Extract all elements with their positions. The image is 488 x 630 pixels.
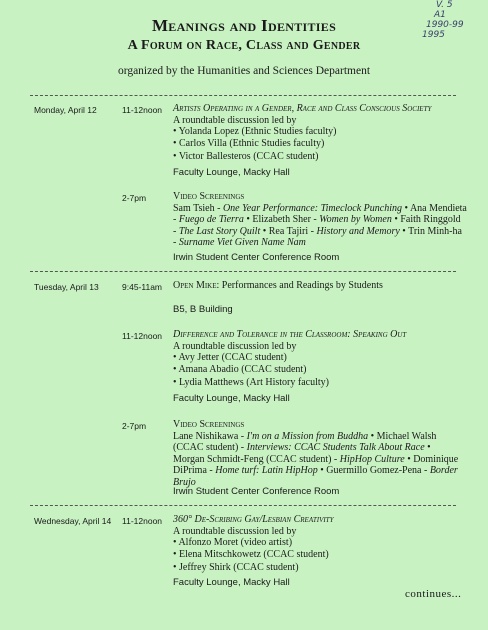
text-run: • Trin Minh-ha [399, 225, 462, 237]
video-line [173, 214, 465, 226]
event-location: B5, B Building [173, 304, 233, 315]
event-day: Tuesday, April 13 [34, 282, 99, 292]
text-run: • Guermillo Gomez-Pena - [317, 465, 430, 476]
event-intro: A roundtable discussion led by [173, 525, 297, 537]
text-run: • Faith Ringgold [391, 214, 461, 225]
event-details [173, 280, 465, 292]
text-run: (CCAC student) - [173, 442, 247, 453]
text-run: • [424, 442, 431, 453]
section-divider [30, 95, 456, 96]
video-title: Brujo [173, 476, 196, 488]
event-location: Irwin Student Center Conference Room [173, 486, 340, 497]
video-line [173, 442, 465, 454]
event-person: • Victor Ballesteros (CCAC student) [173, 151, 319, 162]
video-line [173, 431, 465, 443]
handwritten-line: 1995 [422, 30, 445, 40]
video-title: HipHop Culture [339, 453, 405, 465]
video-title: - The Last Story Quilt [173, 225, 261, 237]
text-run: • Ana Mendieta [402, 202, 467, 214]
text-run: • Rea Tajiri - [260, 225, 317, 237]
handwritten-line: 1990-99 [426, 20, 464, 30]
event-person: • Yolanda Lopez (Ethnic Studies faculty) [173, 126, 337, 137]
event-title: Artists Operating in a Gender, Race and Class Conscious Society [173, 103, 432, 114]
text-run: • Elizabeth Sher - [243, 214, 320, 225]
event-day: Monday, April 12 [34, 105, 97, 115]
text-run: • Dominique [404, 453, 459, 465]
event-details [173, 419, 465, 488]
video-title: Interviews: CCAC Students Talk About Race [246, 442, 425, 453]
event-person: • Alfonzo Moret (video artist) [173, 537, 293, 548]
video-line [173, 203, 465, 215]
event-location: Irwin Student Center Conference Room [173, 252, 340, 263]
event-person: • Avy Jetter (CCAC student) [173, 352, 287, 363]
text-run: • Michael Walsh [368, 430, 437, 442]
event-intro: A roundtable discussion led by [173, 114, 297, 126]
event-person: • Jeffrey Shirk (CCAC student) [173, 562, 299, 573]
video-title: Border [429, 465, 458, 476]
video-line [173, 237, 465, 249]
event-details [173, 103, 465, 163]
event-details [173, 514, 465, 574]
video-line [173, 454, 465, 466]
video-title: I'm on a Mission from Buddha [246, 430, 369, 442]
text-run: Lane Nishikawa - [173, 430, 247, 442]
event-details [173, 191, 465, 249]
event-person: • Lydia Matthews (Art History faculty) [173, 377, 329, 388]
event-title: Video Screenings [173, 191, 245, 202]
video-line [173, 226, 465, 238]
text-run: Morgan Schmidt-Feng (CCAC student) - [173, 453, 340, 465]
event-day: Wednesday, April 14 [34, 516, 112, 526]
page-title: Meanings and Identities [151, 16, 337, 35]
video-title: One Year Performance: Timeclock Punching [222, 202, 402, 214]
event-title: 360° De-Scribing Gay/Lesbian Creativity [173, 514, 334, 525]
event-title: Video Screenings [173, 419, 245, 430]
event-person: • Carlos Villa (Ethnic Studies faculty) [173, 137, 325, 149]
event-title: Open Mike [173, 280, 217, 291]
event-time: 11-12noon [122, 516, 163, 526]
organizer-line: organized by the Humanities and Sciences Department [117, 65, 371, 77]
section-divider [30, 271, 456, 272]
event-location: Faculty Lounge, Macky Hall [173, 167, 290, 178]
handwritten-line: A1 [434, 10, 446, 20]
video-title: History and Memory [316, 225, 400, 237]
event-time: 9:45-11am [122, 282, 163, 292]
event-details [173, 329, 465, 389]
section-divider [30, 505, 456, 506]
video-line [173, 465, 465, 477]
event-time: 11-12noon [122, 105, 163, 115]
event-time: 2-7pm [122, 193, 147, 203]
handwritten-line: V. 5 [436, 0, 453, 10]
event-time: 11-12noon [122, 331, 163, 341]
video-title: Women by Women [319, 214, 392, 225]
text-run: DiPrima - [173, 465, 216, 476]
event-person: • Amana Abadio (CCAC student) [173, 363, 307, 375]
page-subtitle-forum: A Forum on Race, Class and Gender [127, 38, 361, 53]
continues-note: continues... [405, 588, 462, 600]
event-intro: A roundtable discussion led by [173, 340, 297, 352]
event-title-rest: : Performances and Readings by Students [216, 280, 383, 291]
event-time: 2-7pm [122, 421, 147, 431]
text-run: Sam Tsieh - [173, 202, 223, 214]
video-title: - Surname Viet Given Name Nam [173, 237, 306, 248]
event-location: Faculty Lounge, Macky Hall [173, 577, 290, 588]
video-title: Home turf: Latin HipHop [215, 465, 318, 476]
video-title: - Fuego de Tierra [173, 214, 244, 225]
event-location: Faculty Lounge, Macky Hall [173, 393, 290, 404]
event-person: • Elena Mitschkowetz (CCAC student) [173, 548, 329, 560]
event-title: Difference and Tolerance in the Classroom: Speaking Out [173, 329, 407, 340]
